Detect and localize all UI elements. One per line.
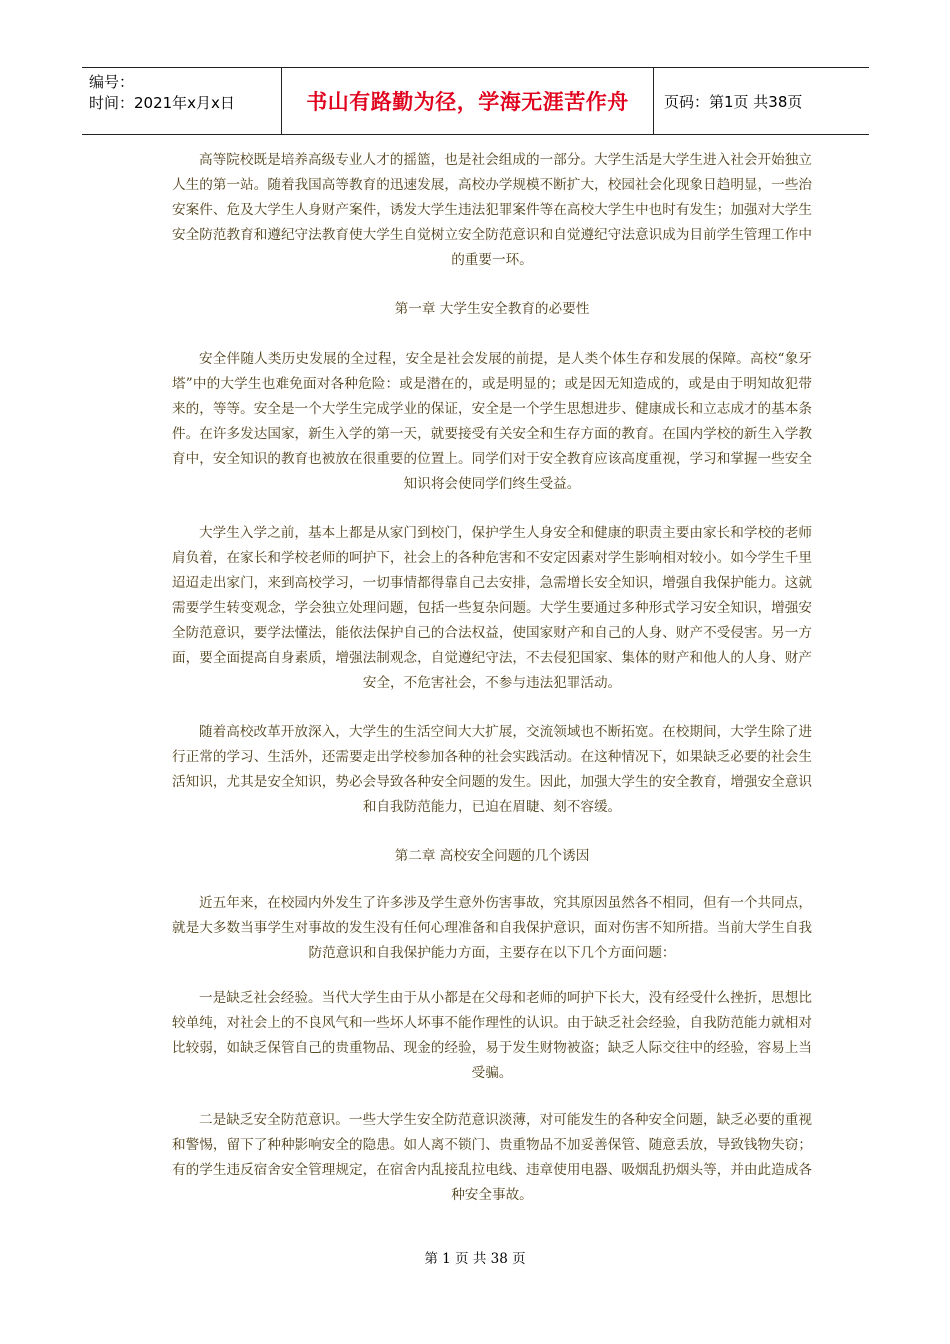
- body-paragraph: 一是缺乏社会经验。当代大学生由于从小都是在父母和老师的呵护下长大，没有经受什么挫折，思想比较单纯，对社会上的不良风气和一些坏人坏事不能作理性的认识。由于缺乏社会经验，自我防范能力就相对比较弱，如缺乏保管自己的贵重物品、现金的经验，易于发生财物被盗；缺乏人际交往中的经验，容易上当受骗。: [172, 990, 812, 1081]
- page-header: [82, 67, 869, 135]
- body-paragraph: 安全伴随人类历史发展的全过程，安全是社会发展的前提，是人类个体生存和发展的保障。高校“象牙塔”中的大学生也难免面对各种危险：或是潜在的，或是明显的；或是因无知造成的，或是由于明知故犯带来的，等等。安全是一个大学生完成学业的保证，安全是一个学生思想进步、健康成长和立志成才的基本条件。在许多发达国家，新生入学的第一天，就要接受有关安全和生存方面的教育。在国内学校的新生入学教育中，安全知识的教育也被放在很重要的位置上。同学们对于安全教育应该高度重视，学习和掌握一些安全知识将会使同学们终生受益。: [172, 351, 812, 492]
- body-paragraph: 二是缺乏安全防范意识。一些大学生安全防范意识淡薄，对可能发生的各种安全问题，缺乏必要的重视和警惕，留下了种种影响安全的隐患。如人离不锁门、贵重物品不加妥善保管、随意丢放，导致钱物失窃；有的学生违反宿舍安全管理规定，在宿舍内乱接乱拉电线、违章使用电器、吸烟乱扔烟头等，并由此造成各种安全事故。: [172, 1112, 812, 1203]
- document-number-label: 编号：: [89, 73, 135, 91]
- header-meta: [82, 68, 282, 134]
- document-body: [172, 148, 812, 1208]
- page-footer: 第 1 页 共 38 页: [424, 1251, 526, 1267]
- body-paragraph: 随着高校改革开放深入，大学生的生活空间大大扩展，交流领域也不断拓宽。在校期间，大学生除了进行正常的学习、生活外，还需要走出学校参加各种的社会实践活动。在这种情况下，如果缺乏必要的社会生活知识，尤其是安全知识，势必会导致各种安全问题的发生。因此，加强大学生的安全教育，增强安全意识和自我防范能力，已迫在眉睫、刻不容缓。: [172, 724, 812, 815]
- body-paragraph: 大学生入学之前，基本上都是从家门到校门，保护学生人身安全和健康的职责主要由家长和学校的老师肩负着，在家长和学校老师的呵护下，社会上的各种危害和不安定因素对学生影响相对较小。如今学生千里迢迢走出家门，来到高校学习，一切事情都得靠自己去安排，急需增长安全知识，增强自我保护能力。这就需要学生转变观念，学会独立处理问题，包括一些复杂问题。大学生要通过多种形式学习安全知识，增强安全防范意识，要学法懂法，能依法保护自己的合法权益，使国家财产和自己的人身、财产不受侵害。另一方面，要全面提高自身素质，增强法制观念，自觉遵纪守法，不去侵犯国家、集体的财产和他人的人身、财产安全，不危害社会，不参与违法犯罪活动。: [172, 525, 812, 691]
- chapter-heading-1: 第一章 大学生安全教育的必要性: [394, 301, 590, 317]
- document-time-label: 时间：2021年x月x日: [89, 94, 235, 112]
- header-page-info: 页码：第1页 共38页: [664, 92, 803, 111]
- header-slogan: 书山有路勤为径，学海无涯苦作舟: [282, 68, 654, 134]
- chapter-heading-2: 第二章 高校安全问题的几个诱因: [394, 848, 590, 864]
- intro-paragraph: 高等院校既是培养高级专业人才的摇篮，也是社会组成的一部分。大学生活是大学生进入社会开始独立人生的第一站。随着我国高等教育的迅速发展，高校办学规模不断扩大，校园社会化现象日趋明显，一些治安案件、危及大学生人身财产案件，诱发大学生违法犯罪案件等在高校大学生中也时有发生；加强对大学生安全防范教育和遵纪守法教育使大学生自觉树立安全防范意识和自觉遵纪守法意识成为目前学生管理工作中的重要一环。: [172, 152, 812, 268]
- body-paragraph: 近五年来，在校园内外发生了许多涉及学生意外伤害事故，究其原因虽然各不相同，但有一个共同点，就是大多数当事学生对事故的发生没有任何心理准备和自我保护意识，面对伤害不知所措。当前大学生自我防范意识和自我保护能力方面，主要存在以下几个方面问题：: [172, 895, 812, 961]
